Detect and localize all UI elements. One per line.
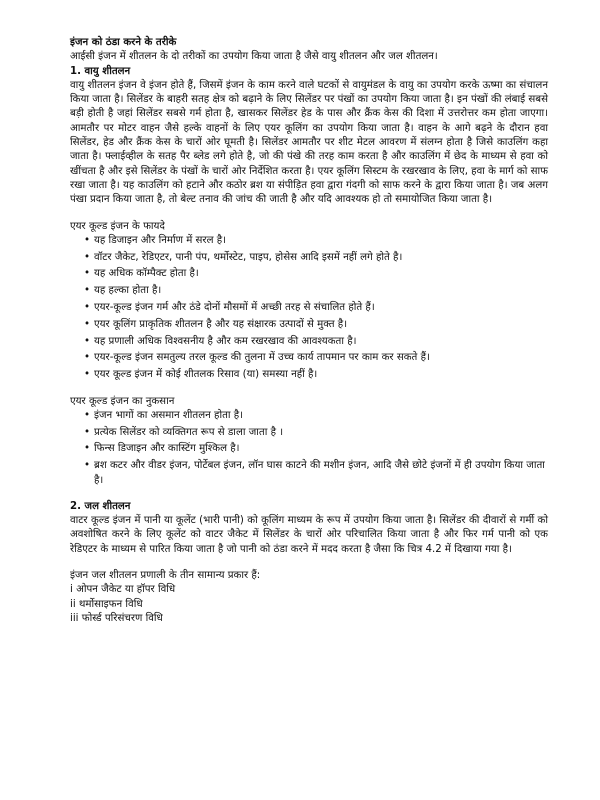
list-item-text: ब्रश कटर और वीडर इंजन, पोर्टेबल इंजन, लॉन घास काटने की मशीन इंजन, आदि जैसे छोटे इंजनों में ही उपयोग किया जाता है। xyxy=(94,460,545,486)
list-item-text: एयर कूल्ड इंजन में कोई शीतलक रिसाव (या) समस्या नहीं है। xyxy=(94,369,318,381)
list-item-text: एयर-कूल्ड इंजन गर्म और ठंडे दोनों मौसमों में अच्छी तरह से संचालित होते हैं। xyxy=(94,302,375,314)
list-item-text: प्रत्येक सिलेंडर को व्यक्तिगत रूप से डाला जाता है । xyxy=(94,426,284,438)
list-item xyxy=(84,234,548,248)
list-item-text: यह प्रणाली अधिक विश्वसनीय है और कम रखरखाव की आवश्यकता है। xyxy=(94,335,357,347)
list-item xyxy=(84,368,548,382)
bullet-icon: • xyxy=(84,285,91,297)
cooling-type-item: iii फोर्स्ड परिसंचरण विधि xyxy=(70,612,163,624)
disadvantages-heading: एयर कूल्ड इंजन का नुकसान xyxy=(70,395,175,407)
water-cooling-paragraph: वाटर कूल्ड इंजन में पानी या कूलेंट (भारी पानी) को कूलिंग माध्यम के रूप में उपयोग किया जाता है। सिलेंडर की दीवारों से गर्मी को अवशोषित करने के लिए कूलेंट को वाटर जैकेट में सिलेंडर के चारों ओर परिचालित किया जाता है और फिर गर्म पानी को एक रेडिएटर के माध्यम से पारित किया जाता है जो पानी को ठंडा करने में मदद करता है जैसा कि चित्र 4.2 में दिखाया गया है। xyxy=(70,515,548,555)
cooling-types-intro: इंजन जल शीतलन प्रणाली के तीन सामान्य प्रकार हैं: xyxy=(70,570,261,581)
intro-paragraph: आईसी इंजन में शीतलन के दो तरीकों का उपयोग किया जाता है जैसे वायु शीतलन और जल शीतलन। xyxy=(70,51,438,63)
bullet-icon: • xyxy=(84,335,91,347)
list-item xyxy=(84,284,548,298)
air-cooling-paragraph: वायु शीतलन इंजन वे इंजन होते हैं, जिसमें इंजन के काम करने वाले घटकों से वायुमंडल के वायु का उपयोग करके ऊष्मा का संचालन किया जाता है। सिलेंडर के बाहरी सतह क्षेत्र को बढ़ाने के लिए सिलेंडर पर पंखों का उपयोग किया जाता है। इन पंखों की लंबाई सबसे बड़ी होती है जहां सिलेंडर सबसे गर्म होता है, खासकर सिलेंडर हेड के पास और क्रैंक केस की दिशा में उत्तरोत्तर कम होता जाएगा। आमतौर पर मोटर वाहन जैसे हल्के वाहनों के लिए एयर कूलिंग का उपयोग किया जाता है। वाहन के आगे बढ़ने के दौरान हवा सिलेंडर, हेड और क्रैंक केस के चारों ओर घूमती है। सिलेंडर आमतौर पर शीट मेटल आवरण में संलग्न होता है जिसे काउलिंग कहा जाता है। फ्लाईव्हील के सतह पैर ब्लेड लगे होते है, जो की पंखे की तरह काम करता है और काउलिंग में छेद के माध्यम से हवा को खींचता है और इसे सिलेंडर के पंखों के चारों ओर निर्देशित करता है। एयर कूलिंग सिस्टम के रखरखाव के लिए, हवा के मार्ग को साफ रखा जाता है। यह काउलिंग को हटाने और कठोर ब्रश या संपीड़ित हवा द्वारा गंदगी को साफ करने के द्वारा किया जाता है। जब अलग पंखा प्रदान किया जाता है, तो बेल्ट तनाव की जांच की जाती है और यदि आवश्यक हो तो समायोजित किया जाता है। xyxy=(70,79,548,206)
air-cooling-heading: 1. वायु शीतलन xyxy=(70,65,131,77)
bullet-icon: • xyxy=(84,426,91,438)
list-item-text: वॉटर जैकेट, रेडिएटर, पानी पंप, थर्मोस्टेट, पाइप, होसेस आदि इसमें नहीं लगे होते है। xyxy=(94,251,403,263)
bullet-icon: • xyxy=(84,369,91,381)
list-item-text: यह डिजाइन और निर्माण में सरल है। xyxy=(94,234,226,246)
list-item xyxy=(84,251,548,265)
advantages-heading: एयर कूल्ड इंजन के फायदे xyxy=(70,220,165,232)
bullet-icon: • xyxy=(84,302,91,314)
cooling-types-section xyxy=(70,569,548,626)
disadvantages-list xyxy=(70,409,548,488)
list-item xyxy=(84,459,548,488)
bullet-icon: • xyxy=(84,460,91,472)
bullet-icon: • xyxy=(84,352,91,364)
cooling-type-item: i ओपन जैकेट या हॉपर विधि xyxy=(70,584,176,596)
bullet-icon: • xyxy=(84,318,91,330)
bullet-icon: • xyxy=(84,251,91,263)
advantages-list xyxy=(70,234,548,383)
list-item xyxy=(84,267,548,281)
list-item xyxy=(84,409,548,423)
list-item-text: एयर-कूल्ड इंजन समतुल्य तरल कूल्ड की तुलना में उच्च कार्य तापमान पर काम कर सकते हैं। xyxy=(94,352,430,364)
bullet-icon: • xyxy=(84,443,91,455)
document-title: इंजन को ठंडा करने के तरीके xyxy=(70,37,177,48)
list-item-text: एयर कूलिंग प्राकृतिक शीतलन है और यह संक्षारक उत्पादों से मुक्त है। xyxy=(94,318,348,330)
list-item xyxy=(84,351,548,365)
air-cooling-section xyxy=(70,65,548,208)
bullet-icon: • xyxy=(84,268,91,280)
list-item-text: यह अधिक कॉम्पैक्ट होता है। xyxy=(94,268,199,280)
list-item-text: फिन्स डिजाइन और कास्टिंग मुश्किल है। xyxy=(94,443,240,455)
list-item xyxy=(84,318,548,332)
list-item xyxy=(84,335,548,349)
list-item xyxy=(84,442,548,456)
bullet-icon: • xyxy=(84,409,91,421)
cooling-type-item: ii थर्मोसाइफन विधि xyxy=(70,598,143,610)
advantages-section xyxy=(70,220,548,383)
disadvantages-section xyxy=(70,395,548,488)
list-item xyxy=(84,426,548,440)
list-item-text: इंजन भागों का असमान शीतलन होता है। xyxy=(94,409,244,421)
water-cooling-section xyxy=(70,500,548,557)
water-cooling-heading: 2. जल शीतलन xyxy=(70,500,131,512)
list-item xyxy=(84,301,548,315)
list-item-text: यह हल्का होता है। xyxy=(94,285,162,297)
bullet-icon: • xyxy=(84,234,91,246)
